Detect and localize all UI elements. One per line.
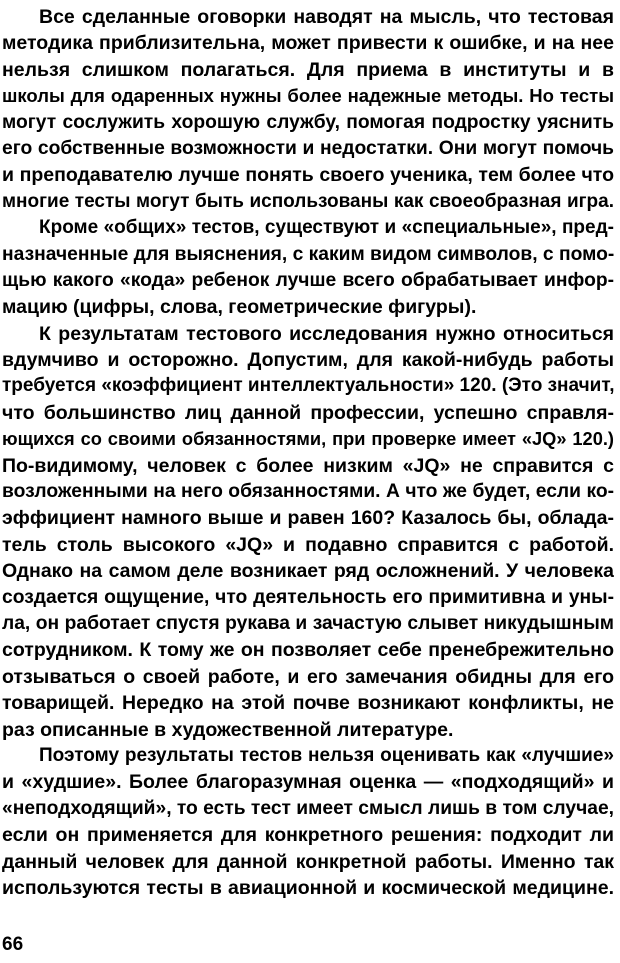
- text-line: ющихся со своими обязанностями, при проверке имеет «JQ» 120.): [2, 428, 614, 450]
- text-line: «неподходящий», то есть тест имеет смысл лишь в том случае,: [2, 797, 614, 819]
- text-line: и преподавателю лучше понять своего ученика, тем более что: [2, 164, 614, 187]
- text-line: сотрудником. К тому же он позволяет себе пренебрежительно: [2, 639, 614, 662]
- text-line: могут сослужить хорошую службу, помогая подростку уяснить: [2, 111, 614, 133]
- text-line: товарищей. Нередко на этой почве возникают конфликты, не: [2, 692, 614, 715]
- paragraph: [2, 321, 614, 743]
- page-number: 66: [2, 934, 24, 955]
- text-line: раз описанные в художественной литературе.: [2, 718, 454, 741]
- text-line: и «худшие». Более благоразумная оценка — «подходящий» и: [2, 771, 614, 794]
- text-line: отзываться о своей работе, и его замечания обидны для его: [2, 665, 614, 688]
- body-text: [2, 4, 614, 901]
- text-line: нельзя слишком полагаться. Для приема в институты и в: [2, 58, 614, 81]
- text-line: школы для одаренных нужны более надежные методы. Но тесты: [2, 85, 614, 107]
- text-line: щью какого «кода» ребенок лучше всего обрабатывает инфор-: [2, 269, 614, 291]
- text-line: Все сделанные оговорки наводят на мысль, что тестовая: [39, 6, 614, 28]
- text-line: Поэтому результаты тестов нельзя оценивать как «лучшие»: [39, 744, 614, 766]
- text-line: вдумчиво и осторожно. Допустим, для какой-нибудь работы: [2, 349, 614, 372]
- text-line: создается ощущение, что деятельность его примитивна и уны-: [2, 586, 614, 608]
- text-line: тель столь высокого «JQ» и подавно справится с работой.: [2, 533, 614, 556]
- paragraph: [2, 4, 614, 215]
- text-line: что большинство лиц данной профессии, успешно справля-: [2, 401, 614, 424]
- text-line: К результатам тестового исследования нужно относиться: [39, 322, 614, 345]
- paragraph: [2, 215, 614, 321]
- text-line: возложенными на него обязанностями. А что же будет, если ко-: [2, 481, 614, 503]
- text-line: эффициент намного выше и равен 160? Казалось бы, облада-: [2, 507, 614, 530]
- text-line: если он применяется для конкретного решения: подходит ли: [2, 824, 614, 847]
- text-line: Кроме «общих» тестов, существуют и «специальные», пред-: [39, 217, 614, 239]
- text-line: мацию (цифры, слова, геометрические фигуры).: [2, 296, 477, 319]
- text-line: По-видимому, человек с более низким «JQ» не справится с: [2, 454, 614, 477]
- text-line: данный человек для данной конкретной работы. Именно так: [2, 850, 614, 873]
- text-line: требуется «коэффициент интеллектуальности» 120. (Это значит,: [2, 375, 614, 397]
- text-line: его собственные возможности и недостатки. Они могут помочь: [2, 137, 614, 159]
- text-line: назначенные для выяснения, с каким видом символов, с помо-: [2, 243, 614, 265]
- paragraph: [2, 743, 614, 901]
- text-line: используются тесты в авиационной и космической медицине.: [2, 876, 614, 899]
- text-line: Однако на самом деле возникает ряд осложнений. У человека: [2, 560, 614, 583]
- text-line: ла, он работает спустя рукава и зачастую слывет никудышным: [2, 612, 614, 634]
- text-line: методика приблизительна, может привести к ошибке, и на нее: [2, 32, 614, 55]
- text-line: многие тесты могут быть использованы как своеобразная игра.: [2, 190, 614, 212]
